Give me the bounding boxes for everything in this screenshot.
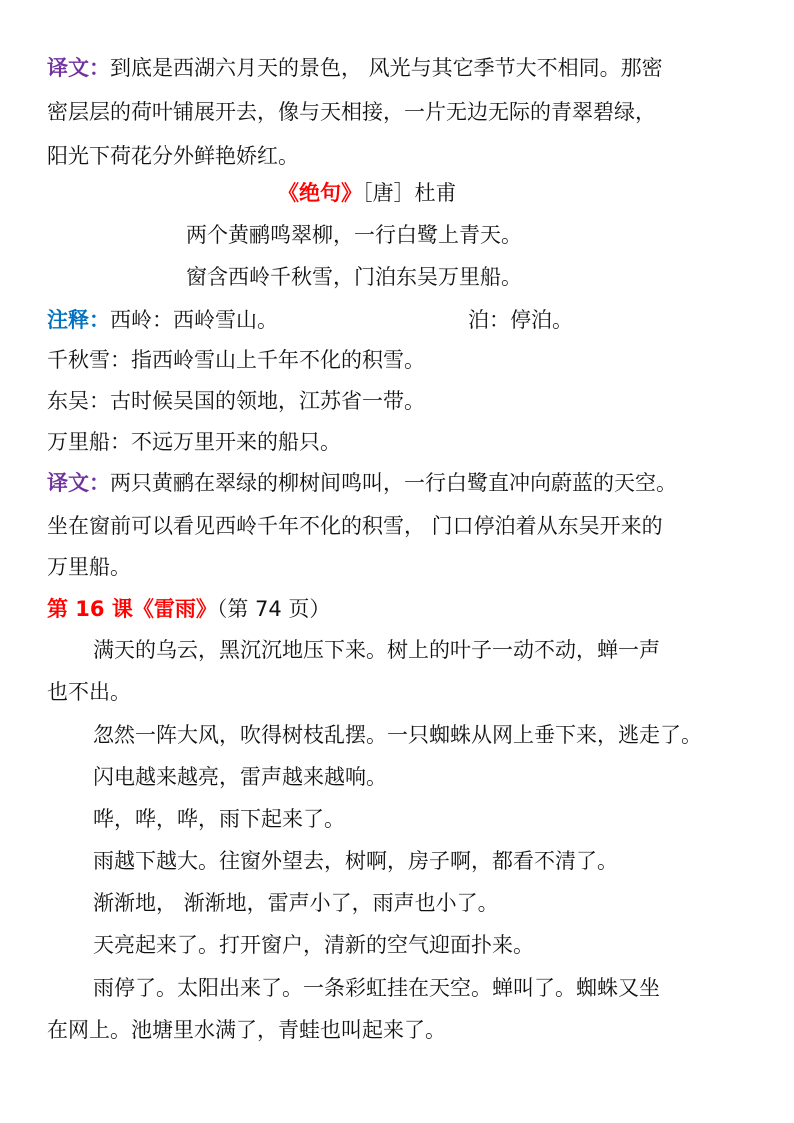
passage-line-9: 雨停了。太阳出来了。一条彩虹挂在天空。蝉叫了。蜘蛛又坐 [93, 976, 660, 1000]
translation1-line-3: 阳光下荷花分外鲜艳娇红。 [47, 144, 299, 168]
translation1-line-1 [47, 53, 663, 83]
notes-item-bo: 泊：停泊。 [468, 308, 573, 332]
translation2-line-3: 万里船。 [47, 555, 131, 579]
notes-item-xiling: 西岭：西岭雪山。 [110, 308, 278, 332]
passage-line-4: 闪电越来越亮，雷声越来越响。 [93, 765, 387, 789]
translation1-text-1: 到底是西湖六月天的景色， 风光与其它季节大不相同。那密 [110, 56, 663, 80]
passage-line-8: 天亮起来了。打开窗户，清新的空气迎面扑来。 [93, 933, 534, 957]
poem-line-1: 两个黄鹂鸣翠柳，一行白鹭上青天。 [186, 223, 522, 247]
notes-line-3: 东吴：古时候吴国的领地，江苏省一带。 [47, 389, 425, 413]
notes-line-4: 万里船：不远万里开来的船只。 [47, 430, 341, 454]
lesson-heading [47, 594, 330, 624]
poem-heading [278, 178, 457, 208]
passage-line-5: 哗，哗，哗，雨下起来了。 [93, 807, 345, 831]
notes-line-1 [47, 305, 573, 335]
notes-line-2: 千秋雪：指西岭雪山上千年不化的积雪。 [47, 348, 425, 372]
passage-line-3: 忽然一阵大风，吹得树枝乱摆。一只蜘蛛从网上垂下来，逃走了。 [93, 723, 702, 747]
lesson-title: 《雷雨》 [132, 597, 217, 621]
translation1-label: 译文： [47, 56, 110, 80]
translation2-line-1 [47, 468, 677, 498]
lesson-number: 第 16 课 [47, 597, 133, 621]
poem-author: ［唐］杜甫 [362, 181, 457, 205]
poem-line-2: 窗含西岭千秋雪，门泊东吴万里船。 [186, 265, 522, 289]
notes-label: 注释： [47, 308, 110, 332]
translation2-line-2: 坐在窗前可以看见西岭千年不化的积雪， 门口停泊着从东吴开来的 [47, 514, 663, 538]
passage-line-7: 渐渐地， 渐渐地，雷声小了，雨声也小了。 [93, 891, 499, 915]
lesson-page-ref: （第 74 页） [216, 597, 331, 621]
translation1-line-2: 密层层的荷叶铺展开去，像与天相接，一片无边无际的青翠碧绿， [47, 100, 656, 124]
poem-title: 《绝句》 [278, 181, 362, 205]
passage-line-1: 满天的乌云，黑沉沉地压下来。树上的叶子一动不动，蝉一声 [93, 638, 660, 662]
translation2-text-1: 两只黄鹂在翠绿的柳树间鸣叫，一行白鹭直冲向蔚蓝的天空。 [110, 471, 677, 495]
passage-line-2: 也不出。 [47, 680, 131, 704]
passage-line-10: 在网上。池塘里水满了，青蛙也叫起来了。 [47, 1018, 446, 1042]
translation2-label: 译文： [47, 471, 110, 495]
passage-line-6: 雨越下越大。往窗外望去，树啊，房子啊，都看不清了。 [93, 849, 618, 873]
